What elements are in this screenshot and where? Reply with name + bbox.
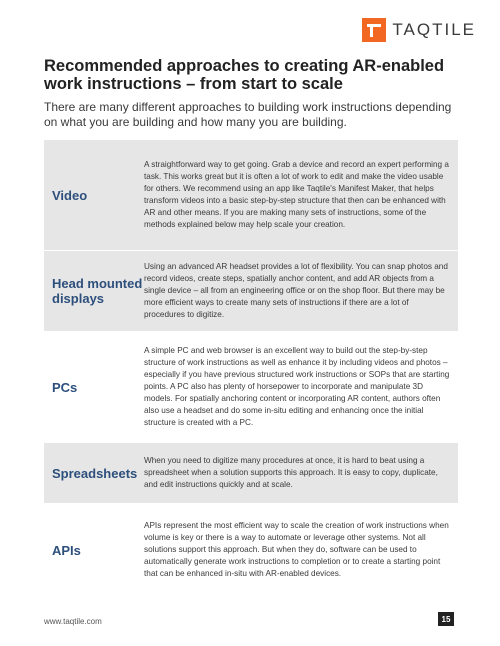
row-label: Spreadsheets xyxy=(52,465,138,481)
intro-text: There are many different approaches to building work instructions depending on what you are building and how many you are building. xyxy=(44,100,452,129)
brand-logo xyxy=(362,18,476,42)
table-row xyxy=(44,140,458,251)
taqtile-logo-icon xyxy=(362,18,386,42)
table-row xyxy=(44,332,458,443)
row-description: A simple PC and web browser is an excellent way to build out the step-by-step structure of work instructions as well as enhance it by including videos and photos – especially if you have previous structured work instructions or SOPs that are starting points. A PC also has plenty of horsepower to incorporate and manipulate 3D models. For spatially anchoring content or incorporating AR content, authors often also use a headset and do some in-situ editing and enhancing once the initial structure is created with a PC. xyxy=(144,346,450,427)
row-description: When you need to digitize many procedures at once, it is hard to beat using a spreadsheet when a solution supports this approach. It is easy to copy, duplicate, and edit instructions quickly and at scale. xyxy=(144,456,438,489)
brand-name: TAQTILE xyxy=(392,20,476,39)
row-label: Head mounted displays xyxy=(52,276,143,306)
row-label: Video xyxy=(52,187,88,203)
table-row xyxy=(44,504,458,597)
footer-url[interactable]: www.taqtile.com xyxy=(44,617,102,626)
row-description: Using an advanced AR headset provides a lot of flexibility. You can snap photos and record videos, create steps, spatially anchor content, and add AR objects from a single device – all from an engineering office or on the shop floor. But there may be more efficient ways to create many sets of instructions if there are a lot of procedures to digitize. xyxy=(144,262,448,319)
page-number: 15 xyxy=(438,612,454,626)
table-row xyxy=(44,251,458,332)
row-label: APIs xyxy=(52,542,81,558)
row-description: A straightforward way to get going. Grab a device and record an expert performing a task. This works great but it is often a lot of work to edit and make the video usable for others. We recommend using an app like Taqtile's Manifest Maker, that helps transform videos into a basic step-by-step structure that then can be enhanced with AR and other means. If you are making many sets of instructions, some of the methods explained below may help scale your creation. xyxy=(144,160,449,229)
table-row xyxy=(44,443,458,504)
page-title: Recommended approaches to creating AR-enabled work instructions – from start to scale xyxy=(44,57,445,93)
row-description: APIs represent the most efficient way to scale the creation of work instructions when volume is key or there is a way to automate or leverage other systems. Not all solutions support this approach. But when they do, software can be used to automatically generate work instructions to completion or to create a starting point that can be enhanced in-situ with AR-enabled devices. xyxy=(144,521,449,578)
row-label: PCs xyxy=(52,379,78,395)
approaches-table xyxy=(44,140,458,597)
